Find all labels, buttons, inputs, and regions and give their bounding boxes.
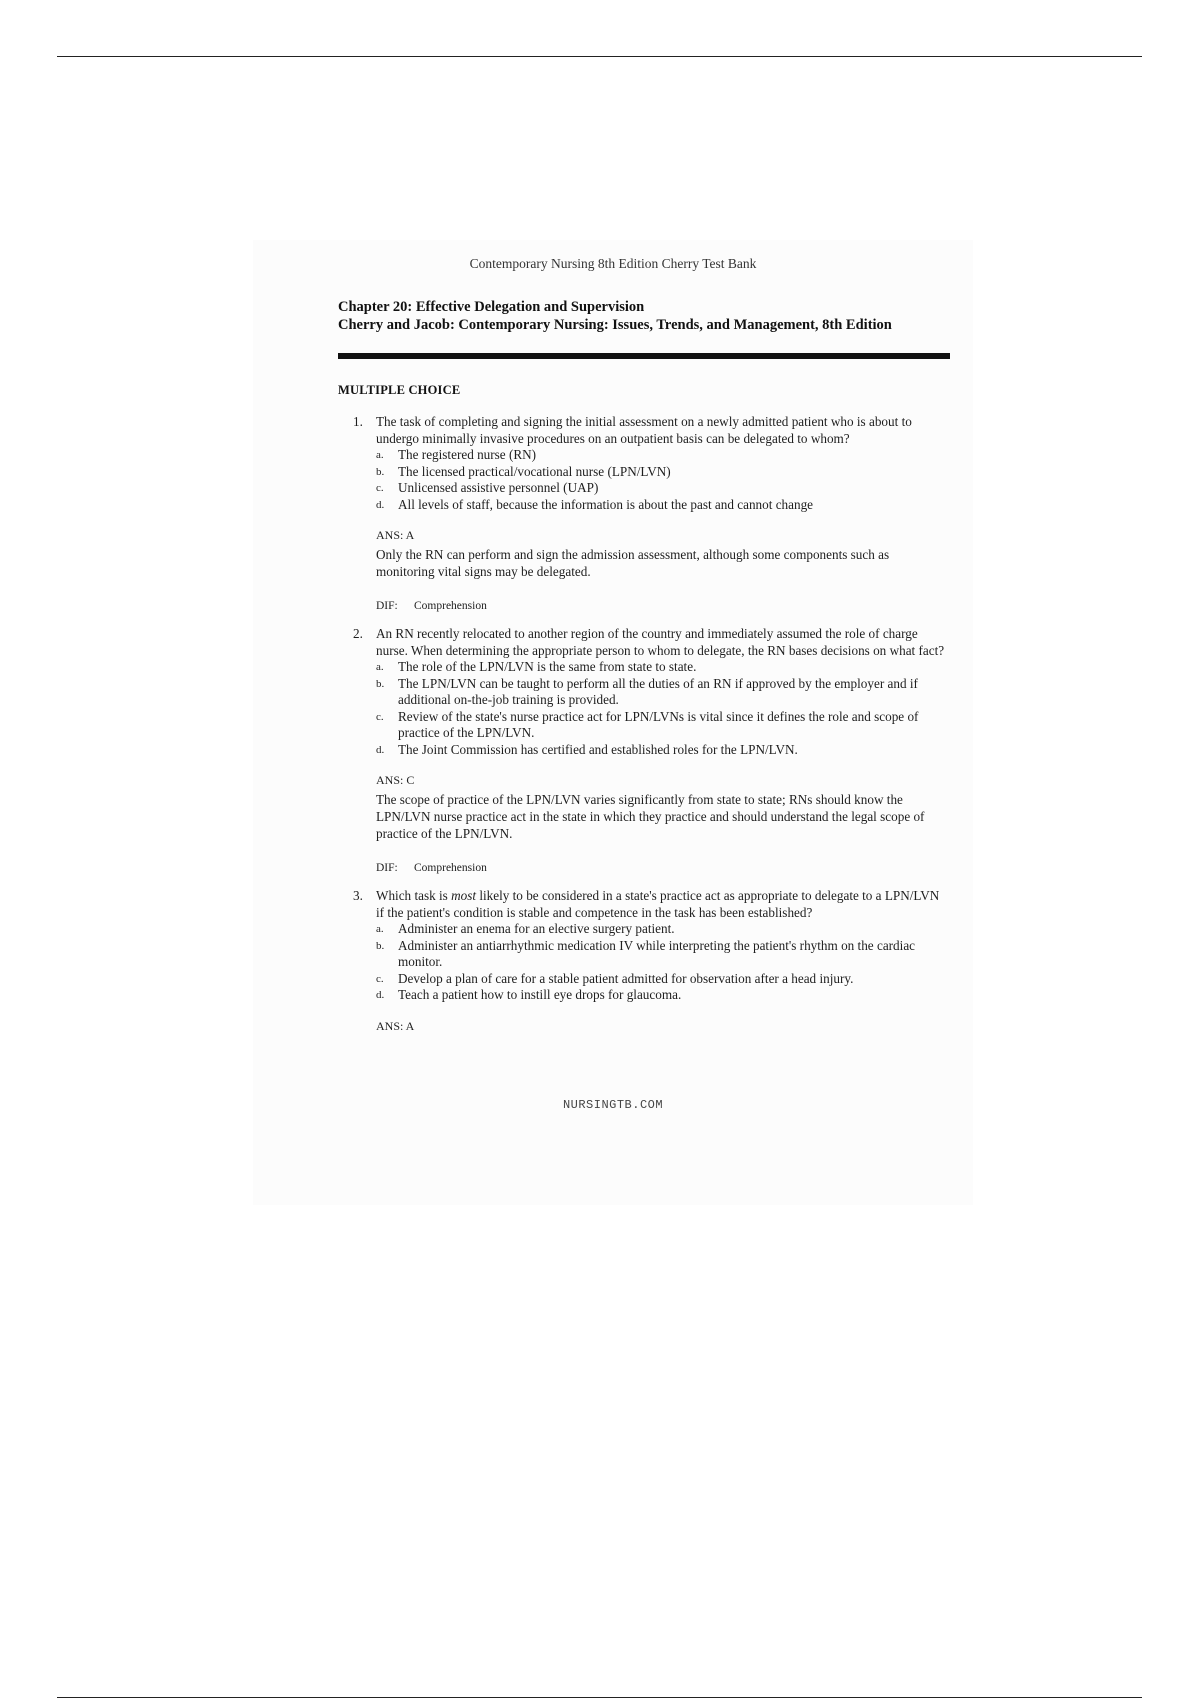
difficulty xyxy=(376,860,950,877)
answer-rationale: Only the RN can perform and sign the admission assessment, although some components such as monitoring vital signs may be delegated. xyxy=(376,546,890,579)
answer-options xyxy=(376,447,950,513)
question-number: 2. xyxy=(353,626,363,641)
page-footer-watermark: NURSINGTB.COM xyxy=(562,1098,664,1112)
book-title: Cherry and Jacob: Contemporary Nursing: Issues, Trends, and Management, 8th Edition xyxy=(338,317,892,333)
title-underline xyxy=(338,353,950,359)
option-a xyxy=(376,447,950,464)
answer-options xyxy=(376,921,950,1004)
option-c xyxy=(376,709,950,742)
option-text: The Joint Commission has certified and established roles for the LPN/LVN. xyxy=(398,741,798,757)
top-divider xyxy=(57,56,1142,57)
option-text: All levels of staff, because the information is about the past and cannot change xyxy=(398,496,814,512)
question-number: 1. xyxy=(353,414,363,429)
difficulty-label: DIF: xyxy=(376,599,398,612)
option-text: Develop a plan of care for a stable patient admitted for observation after a head injury. xyxy=(398,970,854,986)
option-text: The registered nurse (RN) xyxy=(398,447,537,462)
bottom-divider xyxy=(57,1697,1142,1698)
option-letter: d. xyxy=(376,498,385,511)
option-letter: b. xyxy=(376,939,385,952)
question-stem: An RN recently relocated to another region of the country and immediately assumed the role of charge nurse. When determining the appropriate person to whom to delegate, the RN bases decisions on what fact? xyxy=(376,626,945,658)
option-letter: c. xyxy=(376,710,384,723)
option-a xyxy=(376,921,950,938)
difficulty xyxy=(376,598,950,615)
stem-text: Which task is xyxy=(376,888,452,903)
option-letter: d. xyxy=(376,989,385,1001)
option-text: Unlicensed assistive personnel (UAP) xyxy=(398,480,599,495)
question-stem xyxy=(376,888,950,921)
option-letter: c. xyxy=(376,482,384,494)
question-stem: The task of completing and signing the initial assessment on a newly admitted patient who is about to undergo minimally invasive procedures on an outpatient basis can be delegated to whom? xyxy=(376,414,912,446)
option-letter: c. xyxy=(376,972,384,985)
option-d xyxy=(376,987,950,1004)
option-letter: a. xyxy=(376,449,384,461)
option-b xyxy=(376,464,950,481)
option-text: The licensed practical/vocational nurse (LPN/LVN) xyxy=(398,463,671,479)
answer-rationale: The scope of practice of the LPN/LVN varies significantly from state to state; RNs should know the LPN/LVN nurse practice act in the state in which they practice and should understand the legal scope of practice of the LPN/LVN. xyxy=(376,791,925,841)
difficulty-value: Comprehension xyxy=(414,599,487,612)
document-page xyxy=(253,240,973,1205)
answer-key: ANS: C xyxy=(376,773,415,787)
option-letter: b. xyxy=(376,677,385,690)
option-c xyxy=(376,971,950,988)
option-text: The role of the LPN/LVN is the same from state to state. xyxy=(398,659,697,674)
question-list xyxy=(338,414,950,1046)
page-header: Contemporary Nursing 8th Edition Cherry Test Bank xyxy=(469,256,757,271)
option-letter: a. xyxy=(376,661,384,673)
option-text: Teach a patient how to instill eye drops for glaucoma. xyxy=(398,987,682,1002)
chapter-title: Chapter 20: Effective Delegation and Supervision xyxy=(338,299,645,315)
stem-text: likely to be considered in a state's practice act as appropriate to delegate to a LPN/LVN if the patient's condition is stable and competence in the task has been established? xyxy=(376,888,940,920)
answer-options xyxy=(376,659,950,758)
option-a xyxy=(376,659,950,676)
option-text: Administer an enema for an elective surgery patient. xyxy=(398,921,675,936)
option-letter: b. xyxy=(376,465,385,478)
difficulty-value: Comprehension xyxy=(414,861,487,874)
section-heading: MULTIPLE CHOICE xyxy=(338,383,461,397)
answer-key: ANS: A xyxy=(376,528,415,542)
option-c xyxy=(376,480,950,497)
question-number: 3. xyxy=(353,888,363,903)
answer-key: ANS: A xyxy=(376,1018,415,1033)
option-d xyxy=(376,497,950,514)
option-text: Administer an antiarrhythmic medication IV while interpreting the patient's rhythm on the cardiac monitor. xyxy=(398,937,916,969)
option-text: The LPN/LVN can be taught to perform all the duties of an RN if approved by the employer and if additional on-the-job training is provided. xyxy=(398,675,918,707)
question-2 xyxy=(338,626,950,876)
question-1 xyxy=(338,414,950,614)
stem-emphasis: most xyxy=(451,888,477,903)
option-b xyxy=(376,938,950,971)
question-3 xyxy=(338,888,950,1034)
option-b xyxy=(376,676,950,709)
option-letter: a. xyxy=(376,923,384,935)
difficulty-label: DIF: xyxy=(376,861,398,874)
option-letter: d. xyxy=(376,743,385,756)
option-text: Review of the state's nurse practice act for LPN/LVNs is vital since it defines the role and scope of practice of the LPN/LVN. xyxy=(398,708,919,740)
title-block xyxy=(338,298,948,334)
option-d xyxy=(376,742,950,759)
